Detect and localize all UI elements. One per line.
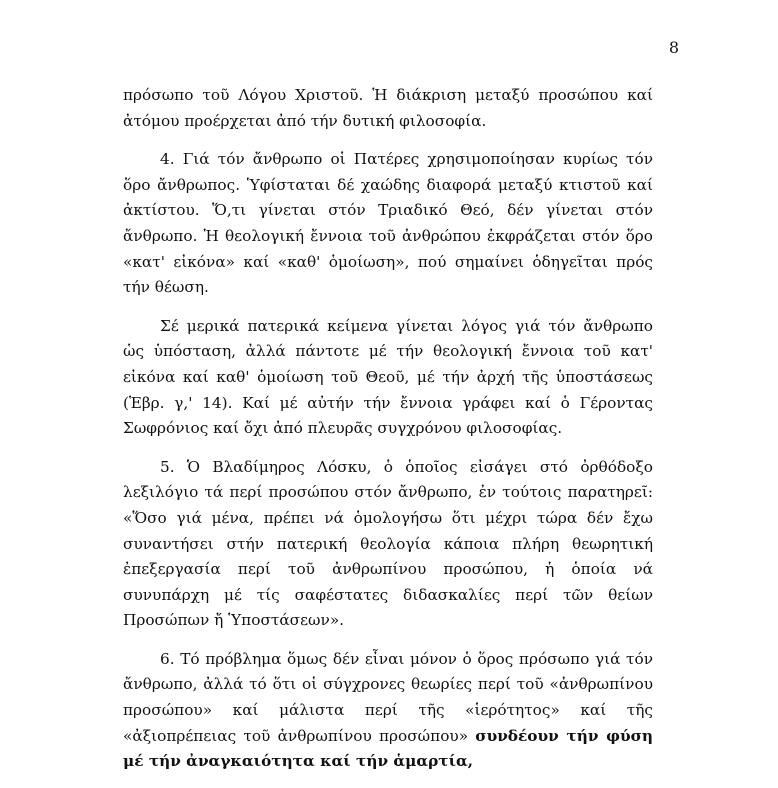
paragraph: [123, 647, 653, 775]
paragraph: πρόσωπο τοῦ Λόγου Χριστοῦ. Ἡ διάκριση μεταξύ προσώπου καί ἀτόμου προέρχεται ἀπό τήν δυτική φιλοσοφία.: [123, 86, 653, 130]
document-body: [123, 83, 653, 788]
paragraph: Σέ μερικά πατερικά κείμενα γίνεται λόγος γιά τόν ἄνθρωπο ὡς ὑπόσταση, ἀλλά πάντοτε μέ τήν θεολογική ἔννοια τοῦ κατ' εἰκόνα καί καθ' ὁμοίωση τοῦ Θεοῦ, μέ τήν ἀρχή τῆς ὑποστάσεως (Ἑβρ. γ,' 14). Καί μέ αὐτήν τήν ἔννοια γράφει καί ὁ Γέροντας Σωφρόνιος καί ὄχι ἀπό πλευρᾶς συγχρόνου φιλοσοφίας.: [123, 316, 653, 438]
paragraph: 5. Ὁ Βλαδίμηρος Λόσκυ, ὁ ὁποῖος εἰσάγει στό ὀρθόδοξο λεξιλόγιο τά περί προσώπου στόν ἄνθρωπο, ἐν τούτοις παρατηρεῖ: «Ὅσο γιά μένα, πρέπει νά ὁμολογήσω ὅτι μέχρι τώρα δέν ἔχω συναντήσει στήν πατερική θεολογία κάποια πλήρη θεωρητική ἐπεξεργασία περί τοῦ ἀνθρωπίνου προσώπου, ἡ ὁποία νά συνυπάρχη μέ τίς σαφέστατες διδασκαλίες περί τῶν θείων Προσώπων ἤ Ὑποστάσεων».: [123, 457, 653, 630]
bold-emphasis: συνδέουν τήν φύση μέ τήν ἀναγκαιότητα καί τήν ἁμαρτία,: [123, 726, 653, 771]
paragraph-text: 6. Τό πρόβλημα ὅμως δέν εἶναι μόνον ὁ ὅρος πρόσωπο γιά τόν ἄνθρωπο, ἀλλά τό ὅτι οἱ σύγχρονες θεωρίες περί τοῦ «ἀνθρωπίνου προσώπου» καί μάλιστα περί τῆς «ἱερότητος» καί τῆς «ἀξιοπρέπειας τοῦ ἀνθρωπίνου προσώπου»: [123, 649, 653, 745]
page-number: 8: [668, 38, 679, 57]
paragraph: 4. Γιά τόν ἄνθρωπο οἱ Πατέρες χρησιμοποίησαν κυρίως τόν ὅρο ἄνθρωπος. Ὑφίσταται δέ χαώδης διαφορά μεταξύ κτιστοῦ καί ἀκτίστου. Ὅ,τι γίνεται στόν Τριαδικό Θεό, δέν γίνεται στόν ἄνθρωπο. Ἡ θεολογική ἔννοια τοῦ ἀνθρώπου ἐκφράζεται στόν ὅρο «κατ' εἰκόνα» καί «καθ' ὁμοίωση», πού σημαίνει ὁδηγεῖται πρός τήν θέωση.: [123, 150, 653, 297]
